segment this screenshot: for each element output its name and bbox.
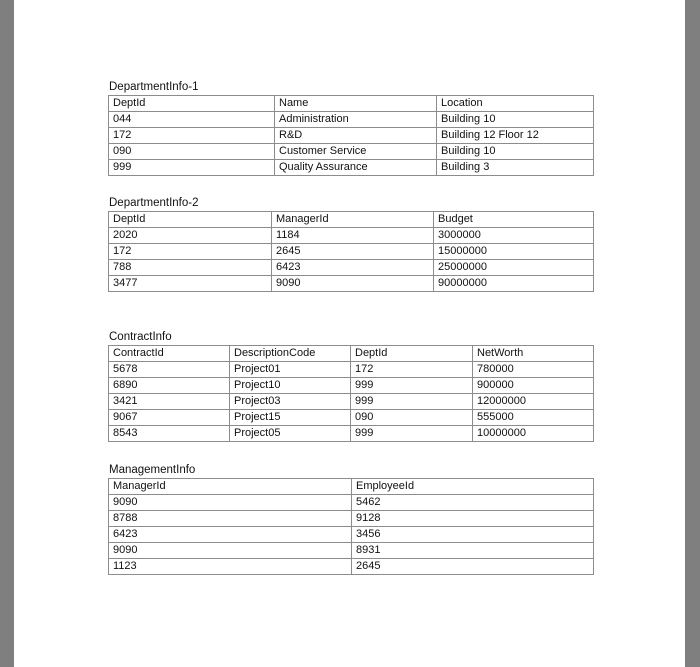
table-cell: 1184 — [272, 228, 434, 244]
table-cell: 6890 — [109, 378, 230, 394]
table-row — [109, 527, 594, 543]
header-cell: EmployeeId — [352, 479, 594, 495]
table-cell: Project01 — [230, 362, 351, 378]
table-cell: 3000000 — [434, 228, 594, 244]
department-info-2-table — [108, 211, 594, 292]
table-cell: 9090 — [272, 276, 434, 292]
header-cell: Budget — [434, 212, 594, 228]
table-row — [109, 228, 594, 244]
table-cell: Building 12 Floor 12 — [437, 128, 594, 144]
table-cell: 5678 — [109, 362, 230, 378]
management-info-section — [108, 463, 594, 575]
table-caption: DepartmentInfo-1 — [109, 81, 199, 93]
table-row — [109, 276, 594, 292]
table-cell: 6423 — [109, 527, 352, 543]
table-cell: R&D — [275, 128, 437, 144]
table-cell: 172 — [109, 128, 275, 144]
table-row — [109, 543, 594, 559]
table-cell: 90000000 — [434, 276, 594, 292]
table-cell: 555000 — [473, 410, 594, 426]
table-cell: 999 — [351, 378, 473, 394]
table-row — [109, 426, 594, 442]
table-row — [109, 511, 594, 527]
table-cell: 5462 — [352, 495, 594, 511]
table-cell: Project15 — [230, 410, 351, 426]
table-cell: 044 — [109, 112, 275, 128]
contract-info-section — [108, 330, 594, 442]
table-cell: Project05 — [230, 426, 351, 442]
contract-info-table — [108, 345, 594, 442]
table-row — [109, 394, 594, 410]
department-info-1-table — [108, 95, 594, 176]
table-cell: 2020 — [109, 228, 272, 244]
table-caption: DepartmentInfo-2 — [109, 197, 199, 209]
header-cell: NetWorth — [473, 346, 594, 362]
header-cell: ManagerId — [272, 212, 434, 228]
table-header-row — [109, 479, 594, 495]
management-info-table — [108, 478, 594, 575]
table-cell: 3477 — [109, 276, 272, 292]
table-cell: 15000000 — [434, 244, 594, 260]
header-cell: DeptId — [109, 212, 272, 228]
table-header-row — [109, 96, 594, 112]
table-cell: 8543 — [109, 426, 230, 442]
table-cell: 2645 — [272, 244, 434, 260]
table-cell: 9128 — [352, 511, 594, 527]
department-info-1-section — [108, 80, 594, 176]
table-cell: 6423 — [272, 260, 434, 276]
table-cell: 12000000 — [473, 394, 594, 410]
table-row — [109, 378, 594, 394]
table-cell: Administration — [275, 112, 437, 128]
table-header-row — [109, 346, 594, 362]
table-cell: Project10 — [230, 378, 351, 394]
table-row — [109, 112, 594, 128]
header-cell: ContractId — [109, 346, 230, 362]
table-cell: 780000 — [473, 362, 594, 378]
table-cell: Quality Assurance — [275, 160, 437, 176]
table-cell: 3456 — [352, 527, 594, 543]
table-cell: 25000000 — [434, 260, 594, 276]
header-cell: Name — [275, 96, 437, 112]
header-cell: ManagerId — [109, 479, 352, 495]
table-cell: Project03 — [230, 394, 351, 410]
table-cell: Customer Service — [275, 144, 437, 160]
table-cell: 788 — [109, 260, 272, 276]
department-info-2-section — [108, 196, 594, 292]
table-cell: 999 — [351, 426, 473, 442]
table-cell: 8931 — [352, 543, 594, 559]
table-cell: 172 — [109, 244, 272, 260]
table-row — [109, 260, 594, 276]
table-row — [109, 144, 594, 160]
table-caption: ContractInfo — [109, 331, 172, 343]
table-row — [109, 495, 594, 511]
table-cell: 9090 — [109, 543, 352, 559]
table-cell: 900000 — [473, 378, 594, 394]
table-cell: 172 — [351, 362, 473, 378]
table-cell: 090 — [109, 144, 275, 160]
table-cell: 999 — [351, 394, 473, 410]
table-cell: 2645 — [352, 559, 594, 575]
table-cell: 090 — [351, 410, 473, 426]
header-cell: DeptId — [351, 346, 473, 362]
table-cell: 10000000 — [473, 426, 594, 442]
table-cell: 3421 — [109, 394, 230, 410]
table-cell: 9067 — [109, 410, 230, 426]
table-cell: 999 — [109, 160, 275, 176]
table-cell: 1123 — [109, 559, 352, 575]
table-row — [109, 362, 594, 378]
table-cell: 8788 — [109, 511, 352, 527]
table-header-row — [109, 212, 594, 228]
table-row — [109, 559, 594, 575]
table-row — [109, 128, 594, 144]
table-cell: Building 10 — [437, 144, 594, 160]
header-cell: DeptId — [109, 96, 275, 112]
table-row — [109, 410, 594, 426]
table-row — [109, 244, 594, 260]
table-cell: 9090 — [109, 495, 352, 511]
table-cell: Building 10 — [437, 112, 594, 128]
table-row — [109, 160, 594, 176]
document-page — [14, 0, 685, 667]
header-cell: DescriptionCode — [230, 346, 351, 362]
table-cell: Building 3 — [437, 160, 594, 176]
table-caption: ManagementInfo — [109, 464, 196, 476]
header-cell: Location — [437, 96, 594, 112]
